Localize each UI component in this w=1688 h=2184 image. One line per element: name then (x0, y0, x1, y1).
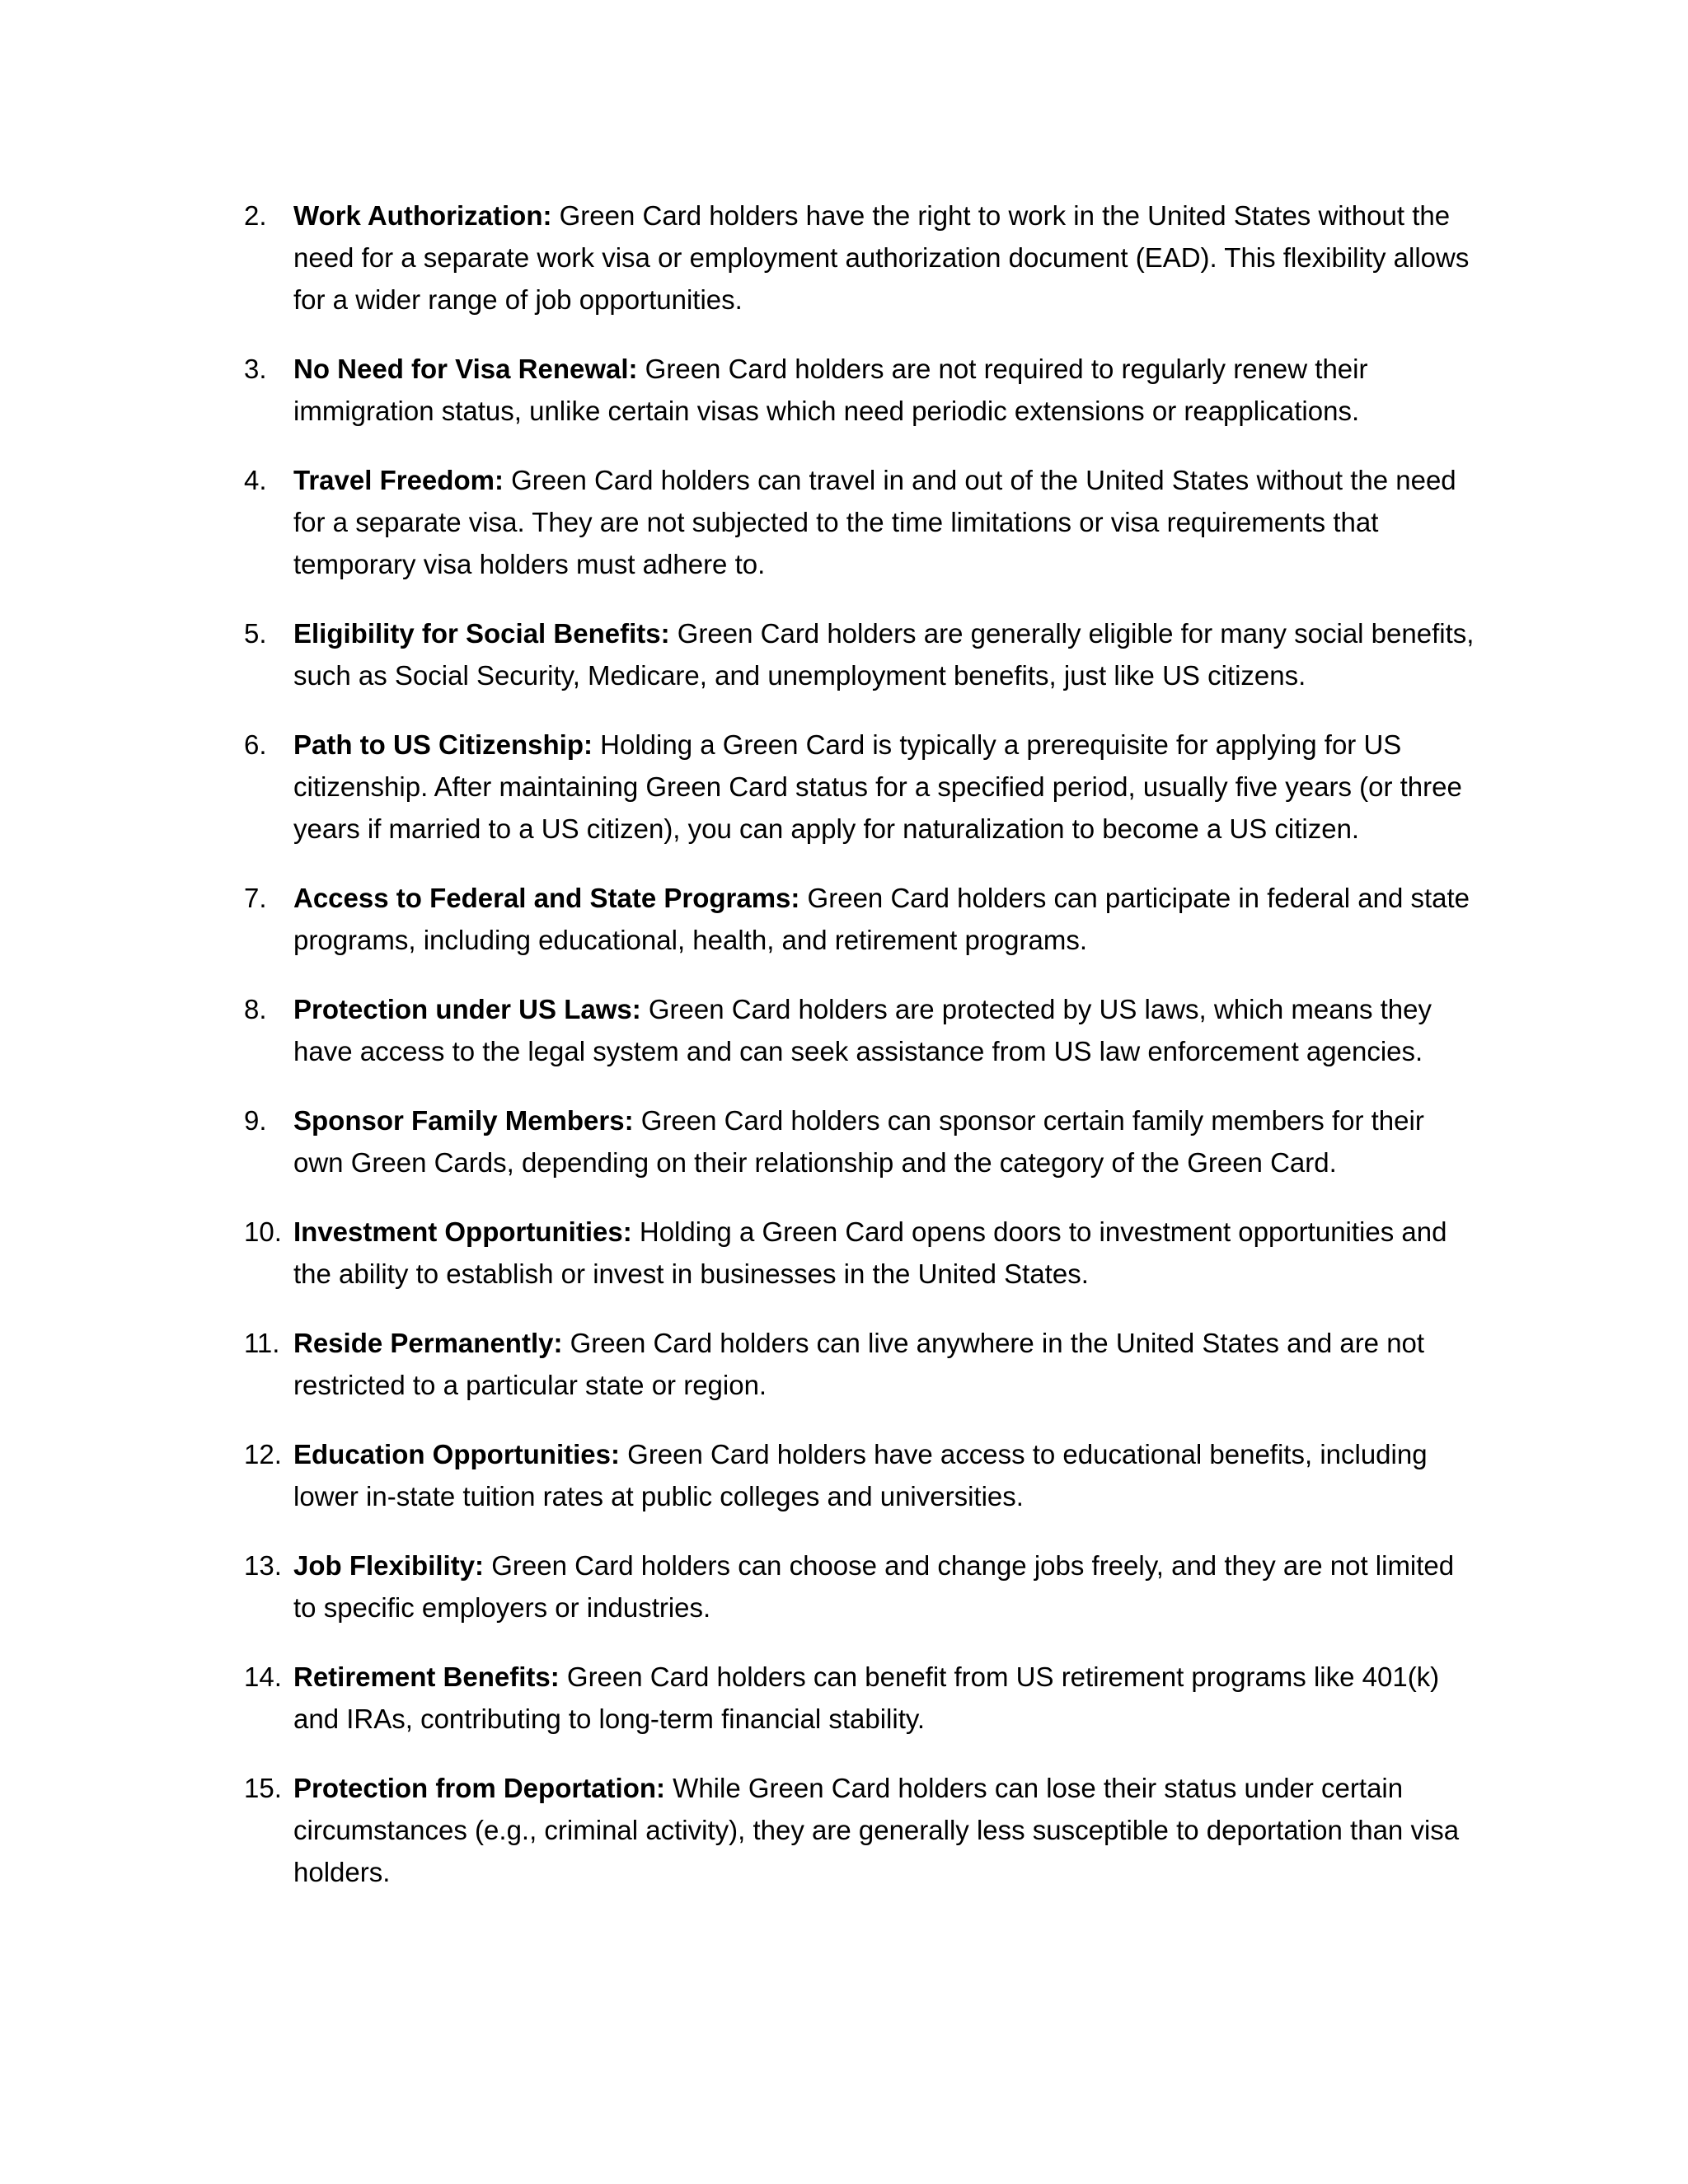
item-number: 15. (244, 1773, 282, 1803)
item-number: 3. (244, 354, 267, 384)
item-text: Green Card holders can choose and change jobs freely, and they are not limited to specific employers or industries. (293, 1550, 1455, 1623)
item-number: 13. (244, 1550, 282, 1581)
item-text: Green Card holders can participate in federal and state programs, including educational, health, and retirement programs. (293, 883, 1470, 955)
list-item (244, 988, 1480, 1072)
item-term: Protection from Deportation: (293, 1773, 665, 1803)
item-term: Path to US Citizenship: (293, 729, 593, 760)
item-number: 11. (244, 1328, 280, 1358)
item-term: No Need for Visa Renewal: (293, 354, 638, 384)
item-text: While Green Card holders can lose their status under certain circumstances (e.g., criminal activity), they are generally less susceptible to deportation than visa holders. (293, 1773, 1460, 1887)
item-text: Green Card holders have the right to work in the United States without the need for a separate work visa or employment authorization document (EAD). This flexibility allows for a wider range of job opportunities. (293, 200, 1470, 315)
item-text: Green Card holders can live anywhere in the United States and are not restricted to a particular state or region. (293, 1328, 1425, 1400)
item-text: Holding a Green Card opens doors to investment opportunities and the ability to establish or invest in businesses in the United States. (293, 1216, 1447, 1289)
item-number: 2. (244, 200, 267, 231)
item-number: 7. (244, 883, 267, 913)
item-term: Retirement Benefits: (293, 1661, 560, 1692)
item-term: Eligibility for Social Benefits: (293, 618, 670, 649)
list-item (244, 612, 1480, 696)
item-number: 4. (244, 465, 267, 495)
list-item (244, 348, 1480, 432)
item-term: Education Opportunities: (293, 1439, 620, 1469)
benefits-list (244, 194, 1480, 1920)
item-number: 14. (244, 1661, 282, 1692)
item-term: Investment Opportunities: (293, 1216, 632, 1247)
list-item (244, 459, 1480, 585)
list-item (244, 1767, 1480, 1893)
item-text: Green Card holders can sponsor certain family members for their own Green Cards, depending on their relationship and the category of the Green Card. (293, 1105, 1424, 1178)
item-number: 12. (244, 1439, 282, 1469)
item-term: Work Authorization: (293, 200, 552, 231)
list-item (244, 1322, 1480, 1406)
list-item (244, 1433, 1480, 1517)
item-text: Green Card holders can benefit from US retirement programs like 401(k) and IRAs, contributing to long-term financial stability. (293, 1661, 1440, 1734)
list-item (244, 1211, 1480, 1295)
item-term: Access to Federal and State Programs: (293, 883, 800, 913)
item-number: 10. (244, 1216, 282, 1247)
item-term: Protection under US Laws: (293, 994, 641, 1024)
item-number: 6. (244, 729, 267, 760)
list-item (244, 194, 1480, 321)
item-text: Green Card holders are generally eligible for many social benefits, such as Social Security, Medicare, and unemployment benefits, just like US citizens. (293, 618, 1475, 691)
list-item (244, 1099, 1480, 1183)
list-item (244, 877, 1480, 961)
item-text: Green Card holders are not required to regularly renew their immigration status, unlike certain visas which need periodic extensions or reapplications. (293, 354, 1368, 426)
item-text: Green Card holders have access to educational benefits, including lower in-state tuition rates at public colleges and universities. (293, 1439, 1428, 1511)
item-term: Sponsor Family Members: (293, 1105, 634, 1136)
item-term: Job Flexibility: (293, 1550, 485, 1581)
item-text: Green Card holders can travel in and out of the United States without the need for a separate visa. They are not subjected to the time limitations or visa requirements that temporary visa holders must adhere to. (293, 465, 1456, 579)
item-number: 9. (244, 1105, 267, 1136)
item-term: Reside Permanently: (293, 1328, 563, 1358)
list-item (244, 1656, 1480, 1740)
list-item (244, 1544, 1480, 1629)
item-number: 8. (244, 994, 267, 1024)
list-item (244, 724, 1480, 850)
item-term: Travel Freedom: (293, 465, 504, 495)
item-number: 5. (244, 618, 267, 649)
item-text: Green Card holders are protected by US laws, which means they have access to the legal system and can seek assistance from US law enforcement agencies. (293, 994, 1432, 1066)
item-text: Holding a Green Card is typically a prerequisite for applying for US citizenship. After maintaining Green Card status for a specified period, usually five years (or three years if married to a US citizen), you can apply for naturalization to become a US citizen. (293, 729, 1462, 844)
